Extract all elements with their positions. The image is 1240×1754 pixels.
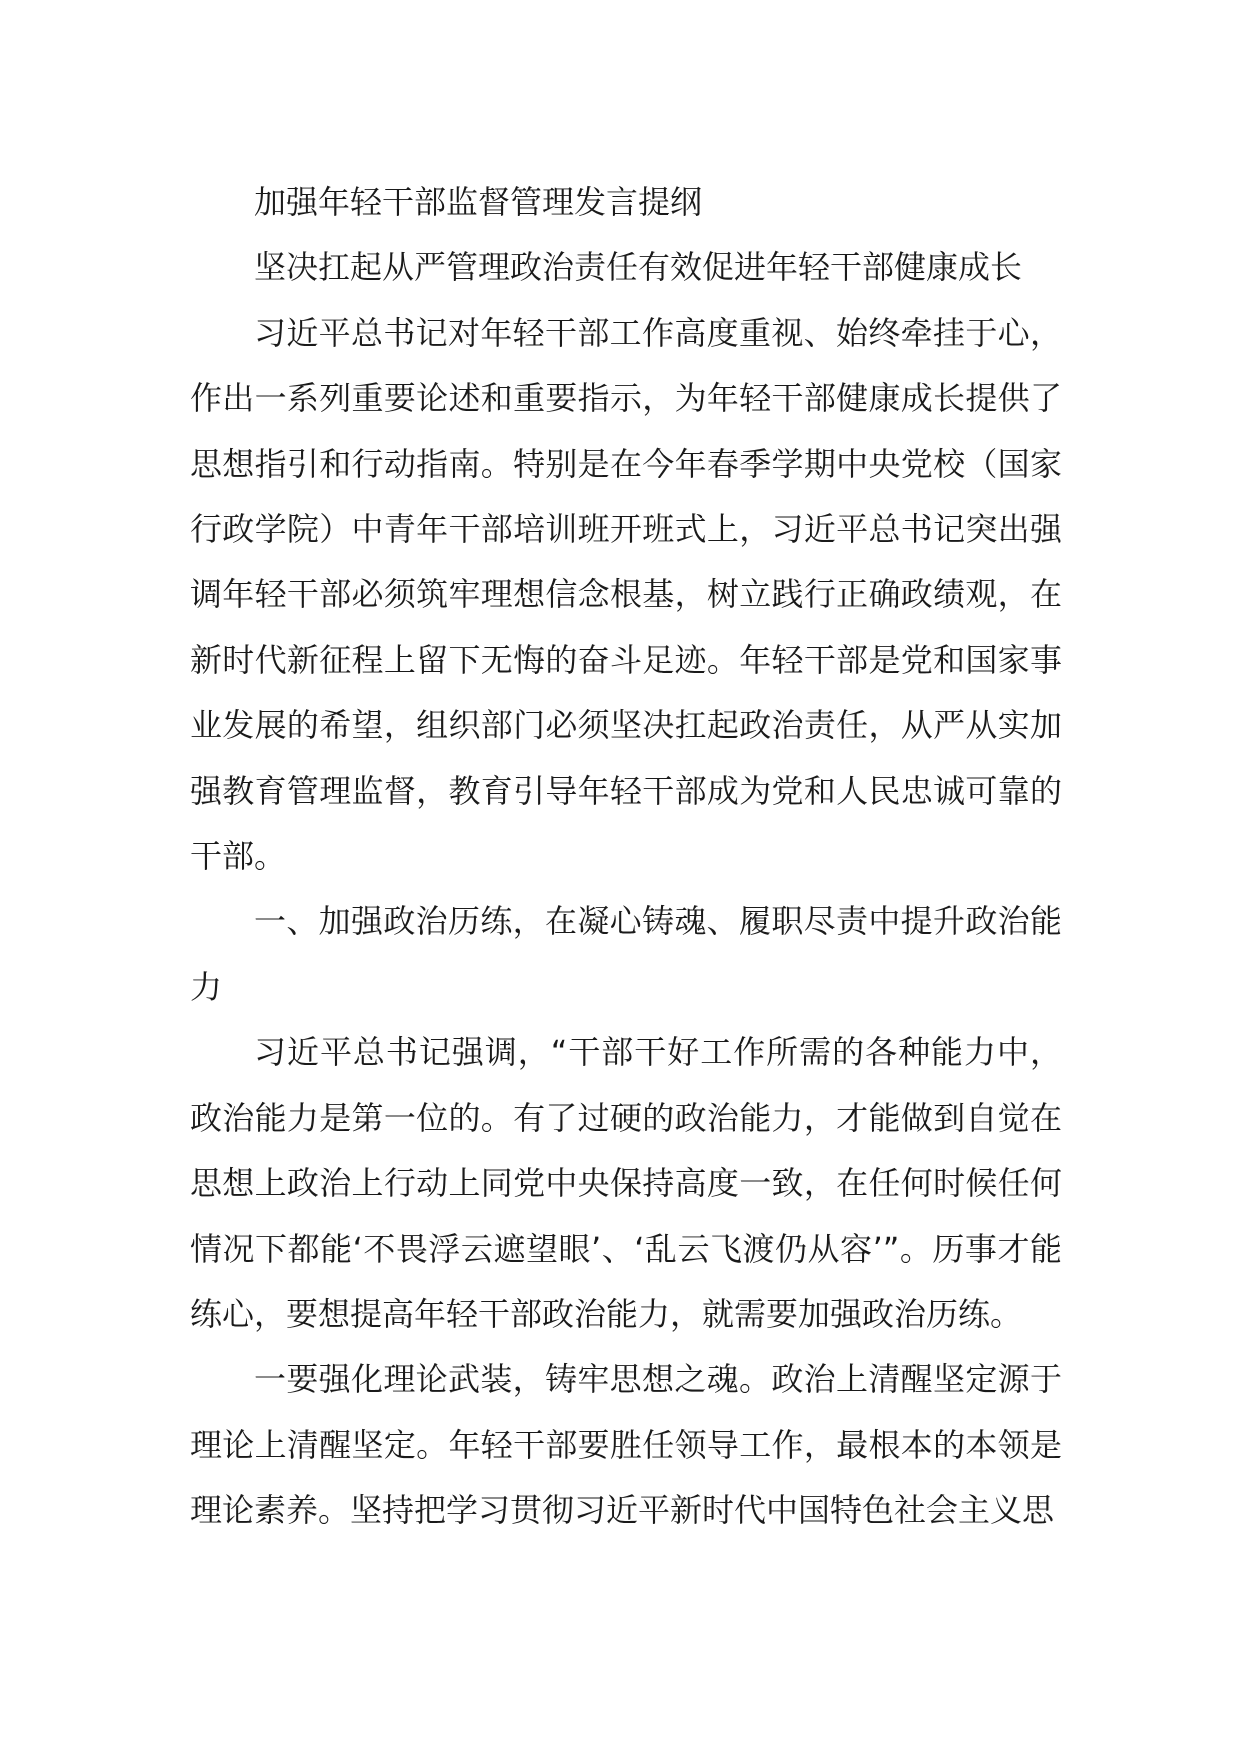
document-title: 加强年轻干部监督管理发言提纲 bbox=[254, 183, 703, 221]
paragraph: 习近平总书记强调，“干部干好工作所需的各种能力中，政治能力是第一位的。有了过硬的政治能力，才能做到自觉在思想上政治上行动上同党中央保持高度一致，在任何时候任何情况下都能‘不畏浮云遮望眼’、‘乱云飞渡仍从容’”。历事才能练心，要想提高年轻干部政治能力，就需要加强政治历练。 bbox=[190, 1033, 1062, 1333]
document-subtitle: 坚决扛起从严管理政治责任有效促进年轻干部健康成长 bbox=[254, 248, 1023, 287]
paragraph: 一要强化理论武装，铸牢思想之魂。政治上清醒坚定源于理论上清醒坚定。年轻干部要胜任领导工作，最根本的本领是理论素养。坚持把学习贯彻习近平新时代中国特色社会主义思 bbox=[190, 1360, 1062, 1530]
section-heading: 一、加强政治历练，在凝心铸魂、履职尽责中提升政治能力 bbox=[190, 902, 1062, 1006]
document-body bbox=[190, 170, 1062, 1544]
paragraph: 习近平总书记对年轻干部工作高度重视、始终牵挂于心，作出一系列重要论述和重要指示，为年轻干部健康成长提供了思想指引和行动指南。特别是在今年春季学期中央党校（国家行政学院）中青年干部培训班开班式上，习近平总书记突出强调年轻干部必须筑牢理想信念根基，树立践行正确政绩观，在新时代新征程上留下无悔的奋斗足迹。年轻干部是党和国家事业发展的希望，组织部门必须坚决扛起政治责任，从严从实加强教育管理监督，教育引导年轻干部成为党和人民忠诚可靠的干部。 bbox=[190, 313, 1062, 876]
